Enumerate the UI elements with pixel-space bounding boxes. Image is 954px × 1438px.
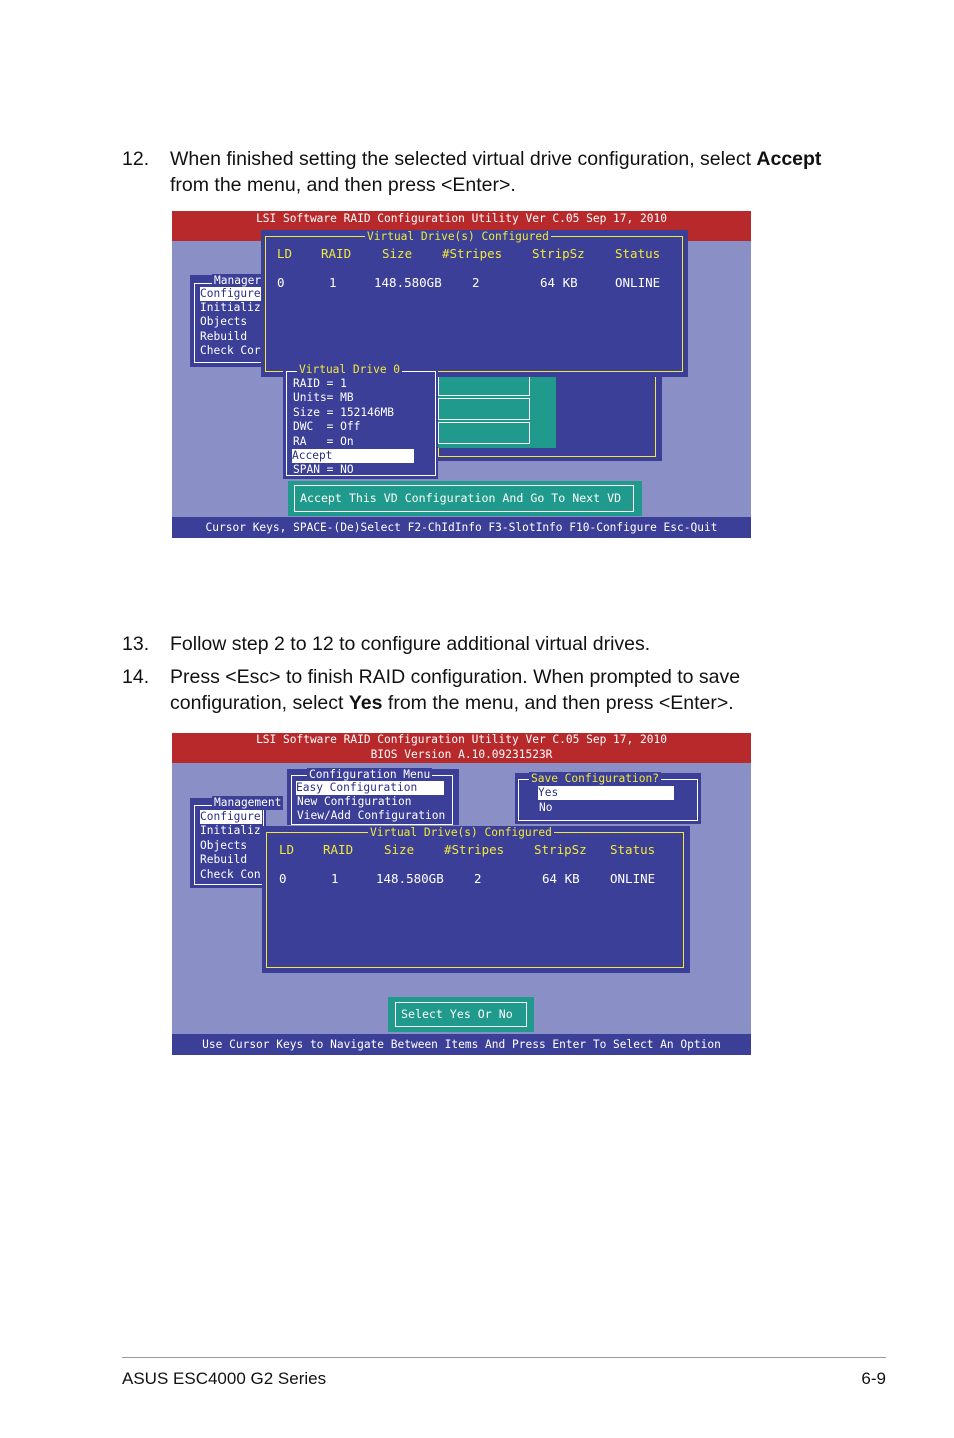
title-bar: LSI Software RAID Configuration Utility Ver C.05 Sep 17, 2010 (172, 211, 751, 241)
vd-raid-field[interactable]: RAID = 1 (293, 377, 347, 390)
bios-version: BIOS Version A.10.09231523R (370, 747, 553, 761)
menu-item-configure[interactable]: Configure (200, 810, 261, 823)
vd-units-field[interactable]: Units= MB (293, 391, 354, 404)
management-menu: Manager Configure Initializ Objects Rebuild Check Cor (190, 275, 270, 367)
accept-option[interactable]: Accept (292, 449, 414, 463)
menu-item-initialize[interactable]: Initializ (200, 824, 261, 837)
virtual-drives-configured-panel: Virtual Drive(s) Configured LD RAID Size #Stripes StripSz Status 0 1 148.580GB 2 64 KB ONLINE (262, 826, 690, 973)
vd-span-field[interactable]: SPAN = NO (293, 463, 354, 476)
page-number: 6-9 (861, 1369, 886, 1388)
vd-size-field[interactable]: Size = 152146MB (293, 406, 395, 419)
raid-utility-screen-1 (172, 211, 751, 538)
virtual-drive-0-panel: Virtual Drive 0 RAID = 1 Units= MB Size = 152146MB DWC = Off RA = On Accept SPAN = NO (283, 364, 438, 479)
no-option[interactable]: No (539, 801, 553, 814)
yes-option[interactable]: Yes (538, 786, 674, 800)
vd-dwc-field[interactable]: DWC = Off (293, 420, 361, 433)
save-configuration-dialog: Save Configuration? Yes No (515, 773, 701, 824)
easy-configuration-option[interactable]: Easy Configuration (296, 781, 444, 795)
step-number: 12. (122, 148, 150, 170)
menu-item-objects[interactable]: Objects (200, 839, 248, 852)
menu-item-initialize[interactable]: Initializ (200, 301, 261, 314)
hint-box: Select Yes Or No (388, 997, 534, 1032)
footer-divider (122, 1357, 886, 1358)
title-bar: LSI Software RAID Configuration Utility Ver C.05 Sep 17, 2010 BIOS Version A.10.09231523R (172, 733, 751, 763)
menu-item-rebuild[interactable]: Rebuild (200, 330, 248, 343)
vd-ra-field[interactable]: RA = On (293, 435, 354, 448)
menu-item-configure[interactable]: Configure (200, 287, 266, 301)
new-configuration-option[interactable]: New Configuration (297, 795, 412, 808)
menu-item-objects[interactable]: Objects (200, 315, 248, 328)
menu-item-check-consistency[interactable]: Check Cor (200, 344, 261, 357)
view-add-configuration-option[interactable]: View/Add Configuration (297, 809, 446, 822)
raid-utility-screen-2 (172, 733, 751, 1055)
footer-product-name: ASUS ESC4000 G2 Series (122, 1369, 327, 1388)
menu-item-rebuild[interactable]: Rebuild (200, 853, 248, 866)
configuration-menu: Configuration Menu Easy Configuration New Configuration View/Add Configuration (287, 769, 459, 825)
hint-box: Accept This VD Configuration And Go To Next VD (288, 481, 642, 516)
menu-item-check-consistency[interactable]: Check Con (200, 868, 261, 881)
status-bar: Cursor Keys, SPACE-(De)Select F2-ChIdInfo F3-SlotInfo F10-Configure Esc-Quit (172, 517, 751, 538)
status-bar: Use Cursor Keys to Navigate Between Items And Press Enter To Select An Option (172, 1034, 751, 1055)
virtual-drives-configured-panel: Virtual Drive(s) Configured LD RAID Size #Stripes StripSz Status 0 1 148.580GB 2 64 KB ONLINE (261, 230, 688, 377)
management-menu: Management Configure Initializ Objects Rebuild Check Con (190, 798, 266, 888)
